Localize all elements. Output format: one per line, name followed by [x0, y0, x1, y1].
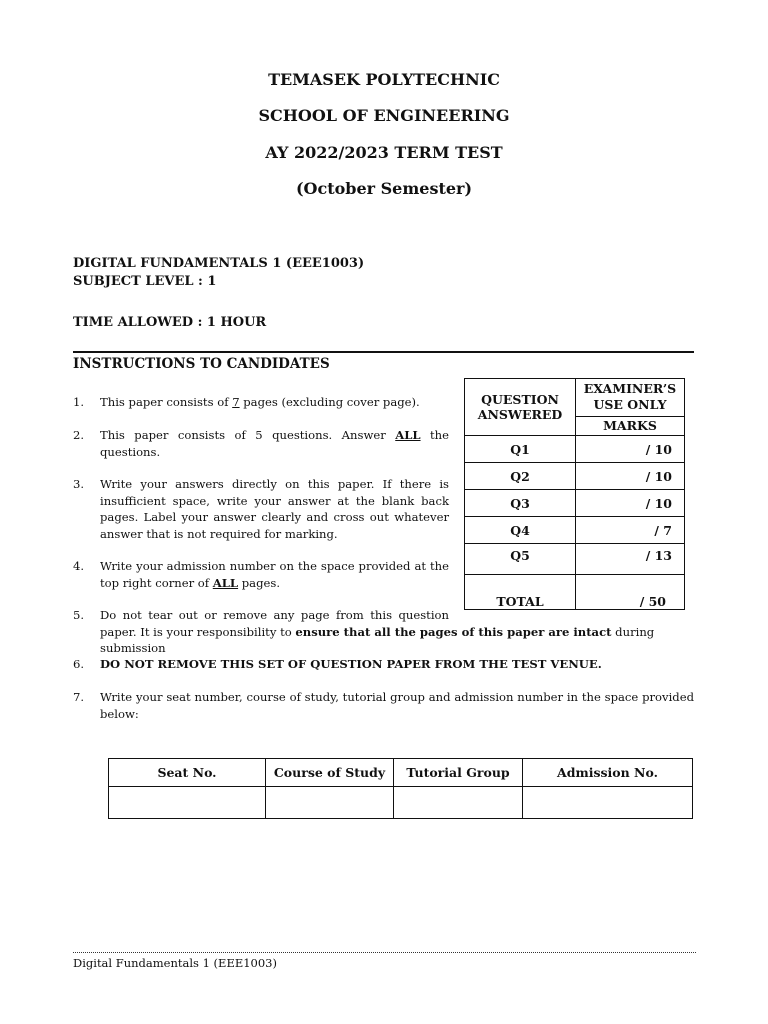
item-text-part: Write your admission number on the space provided at the top right corner of: [100, 559, 449, 590]
section-divider: [73, 351, 694, 353]
table-row: [465, 463, 685, 490]
instructions-title: INSTRUCTIONS TO CANDIDATES: [73, 356, 330, 372]
tutorial-group-header: Tutorial Group: [394, 759, 523, 787]
table-row: [465, 517, 685, 544]
item-number: 6.: [73, 657, 85, 671]
question-label: Q5: [465, 544, 576, 575]
item-text-part: This paper consists of: [100, 395, 233, 409]
footer-divider: [73, 952, 696, 953]
subject-level: SUBJECT LEVEL : 1: [73, 274, 217, 289]
item-number: 7.: [73, 690, 85, 704]
item-text-part: pages.: [238, 575, 281, 590]
item-text-part: This paper consists of 5 questions. Answer: [100, 428, 396, 442]
marks-cell[interactable]: / 10: [576, 490, 685, 517]
course-of-study-header: Course of Study: [266, 759, 394, 787]
item-text: [100, 558, 449, 591]
item-text: Write your answers directly on this paper. If there is insufficient space, write your answer at the blank back pages. Label your answer clearly and cross out whatever answer that is not required for marking.: [100, 477, 449, 541]
table-row: [465, 436, 685, 463]
item-number: 3.: [73, 477, 85, 491]
test-title: AY 2022/2023 TERM TEST: [265, 143, 503, 162]
item-text-line2: [100, 624, 694, 657]
table-row: [465, 544, 685, 575]
item-text-part: paper. It is your responsibility to: [100, 624, 296, 639]
item-text-part: during submission: [100, 624, 655, 655]
item-text: Write your seat number, course of study, tutorial group and admission number in the space provided below:: [100, 690, 694, 721]
admission-no-header: Admission No.: [523, 759, 693, 787]
marks-cell[interactable]: / 10: [576, 463, 685, 490]
total-label: TOTAL: [465, 575, 576, 610]
item-text-underline: 7: [232, 395, 240, 409]
table-row: [109, 787, 693, 819]
marks-cell[interactable]: / 13: [576, 544, 685, 575]
examiner-marks-table: [464, 378, 685, 610]
admission-no-field[interactable]: [523, 787, 693, 819]
marks-cell[interactable]: / 10: [576, 436, 685, 463]
school-title: SCHOOL OF ENGINEERING: [258, 106, 510, 125]
item-text-bold: ensure that all the pages of this paper are intact: [295, 624, 612, 639]
candidate-details-table: [108, 758, 693, 819]
module-name: DIGITAL FUNDAMENTALS 1 (EEE1003): [73, 256, 365, 271]
table-row: [465, 490, 685, 517]
semester-title: (October Semester): [295, 179, 473, 198]
course-of-study-field[interactable]: [266, 787, 394, 819]
item-text-underline: ALL: [395, 428, 421, 442]
question-label: Q2: [465, 463, 576, 490]
question-label: Q4: [465, 517, 576, 544]
tutorial-group-field[interactable]: [394, 787, 523, 819]
examiner-use-header: EXAMINER’S USE ONLY: [576, 379, 685, 417]
seat-no-field[interactable]: [109, 787, 266, 819]
item-number: 2.: [73, 428, 85, 442]
item-text: [100, 427, 449, 460]
total-marks-cell[interactable]: / 50: [576, 575, 685, 610]
item-text: DO NOT REMOVE THIS SET OF QUESTION PAPER FROM THE TEST VENUE.: [100, 657, 602, 671]
item-text-part: pages (excluding cover page).: [239, 395, 420, 409]
item-text: [100, 394, 449, 411]
item-text-underline: ALL: [212, 575, 239, 590]
footer-text: Digital Fundamentals 1 (EEE1003): [73, 956, 277, 970]
marks-header: MARKS: [576, 416, 685, 435]
item-number: 5.: [73, 608, 85, 622]
question-answered-header: QUESTION ANSWERED: [465, 379, 576, 436]
total-row: [465, 575, 685, 610]
seat-no-header: Seat No.: [109, 759, 266, 787]
marks-cell[interactable]: / 7: [576, 517, 685, 544]
question-label: Q3: [465, 490, 576, 517]
institution-title: TEMASEK POLYTECHNIC: [268, 70, 500, 89]
table-header-row: [109, 759, 693, 787]
time-allowed: TIME ALLOWED : 1 HOUR: [73, 315, 267, 330]
item-number: 1.: [73, 395, 85, 409]
item-number: 4.: [73, 559, 85, 573]
item-text-line1: Do not tear out or remove any page from this question: [100, 608, 449, 622]
question-label: Q1: [465, 436, 576, 463]
item-text-part: the questions.: [100, 428, 449, 459]
